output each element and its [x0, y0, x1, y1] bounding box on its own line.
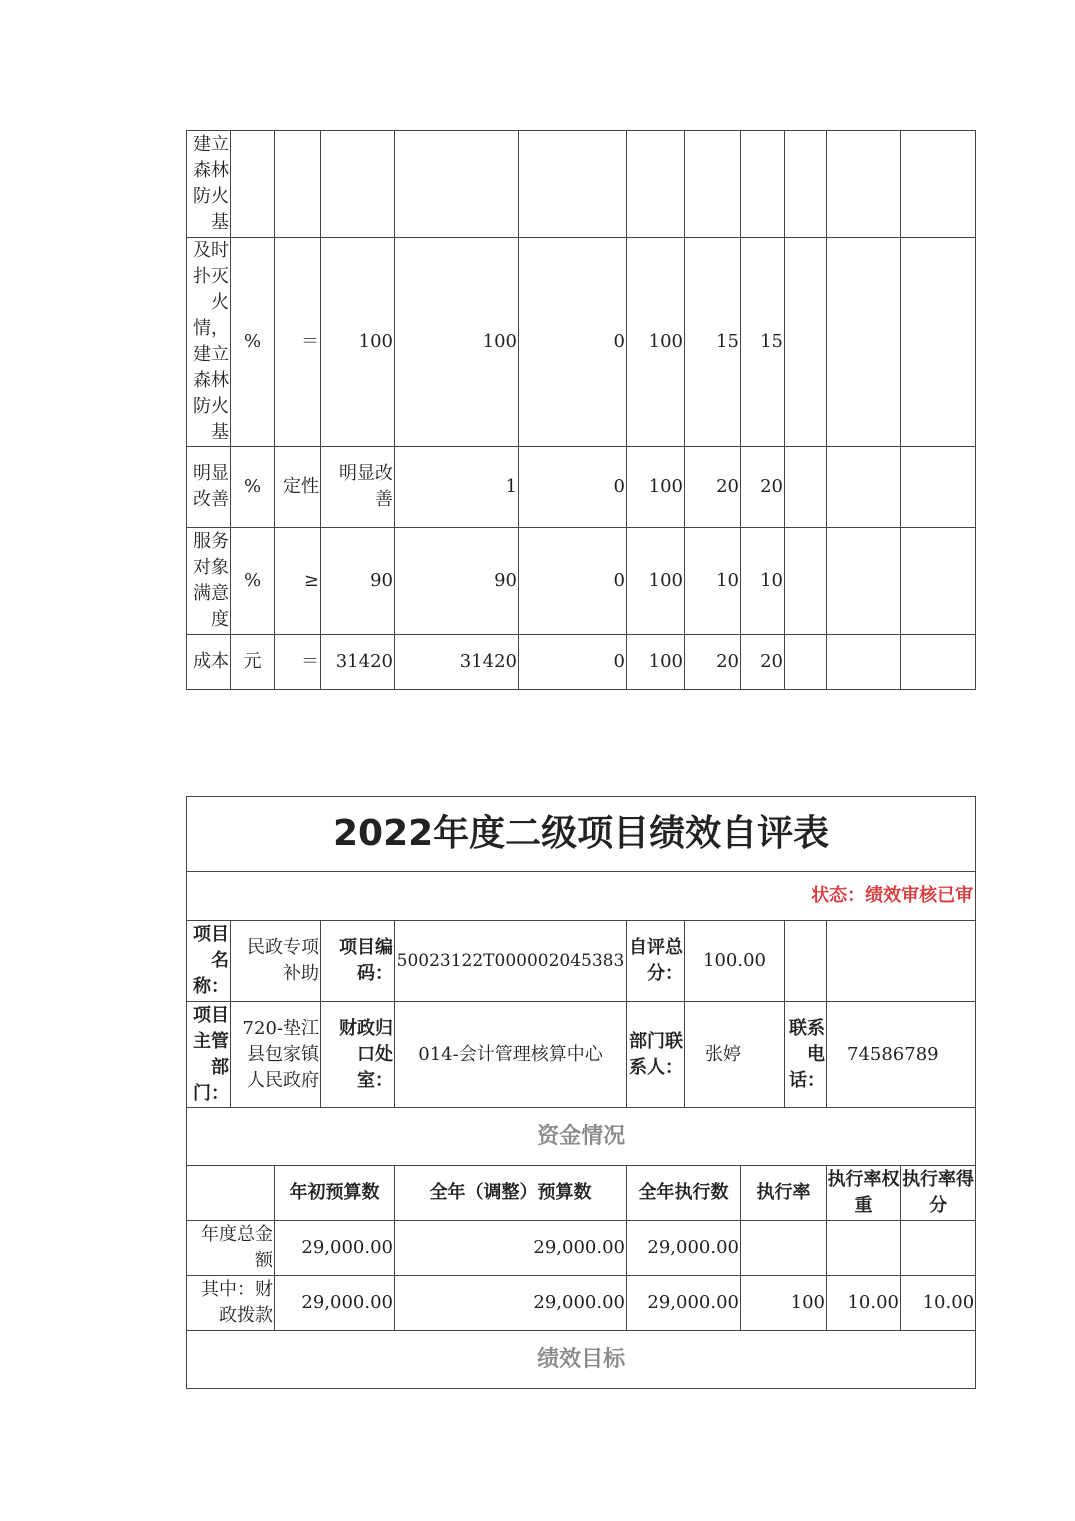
- indicator-score: 20: [741, 447, 785, 528]
- self-evaluation-form: [186, 796, 976, 1389]
- empty-cell: [785, 131, 827, 238]
- dept-label: 项目主管部门：: [187, 1002, 231, 1108]
- indicator-actual: 90: [395, 528, 519, 635]
- funds-adjusted: 29,000.00: [395, 1276, 627, 1331]
- funds-initial: 29,000.00: [275, 1221, 395, 1276]
- indicator-weight: 20: [685, 447, 741, 528]
- indicator-actual: 100: [395, 238, 519, 447]
- phone-label: 联系电话：: [785, 1002, 827, 1108]
- empty-cell: [827, 238, 901, 447]
- funds-row-label: 年度总金额: [187, 1221, 275, 1276]
- indicator-deviation: 0: [519, 238, 627, 447]
- indicator-symbol: [275, 131, 321, 238]
- indicator-unit: %: [231, 447, 275, 528]
- funds-score: 10.00: [901, 1276, 976, 1331]
- empty-cell: [827, 921, 976, 1002]
- funds-header-initial: 年初预算数: [275, 1166, 395, 1221]
- indicator-symbol: 定性: [275, 447, 321, 528]
- form-title: 2022年度二级项目绩效自评表: [187, 797, 976, 872]
- indicator-weight: [685, 131, 741, 238]
- self-score-label: 自评总分：: [627, 921, 685, 1002]
- contact-label: 部门联系人：: [627, 1002, 685, 1108]
- indicator-unit: %: [231, 238, 275, 447]
- empty-cell: [827, 131, 901, 238]
- indicator-unit: %: [231, 528, 275, 635]
- indicator-target: 明显改善: [321, 447, 395, 528]
- empty-cell: [785, 528, 827, 635]
- indicator-rate: 100: [627, 635, 685, 690]
- indicator-name: 服务对象满意度: [187, 528, 231, 635]
- phone-value: 74586789: [827, 1002, 976, 1108]
- finance-office-label: 财政归口处室：: [321, 1002, 395, 1108]
- funds-initial: 29,000.00: [275, 1276, 395, 1331]
- indicator-name: 明显改善: [187, 447, 231, 528]
- indicator-target: 90: [321, 528, 395, 635]
- indicator-weight: 20: [685, 635, 741, 690]
- funds-score: [901, 1221, 976, 1276]
- goals-section-title: 绩效目标: [187, 1331, 976, 1389]
- project-name-label: 项目名称：: [187, 921, 231, 1002]
- table-row: [187, 635, 976, 690]
- empty-cell: [785, 238, 827, 447]
- indicator-deviation: 0: [519, 447, 627, 528]
- funds-row-label: 其中：财政拨款: [187, 1276, 275, 1331]
- indicator-deviation: [519, 131, 627, 238]
- indicator-actual: [395, 131, 519, 238]
- project-code-value: 50023122T000002045383: [395, 921, 627, 1002]
- indicator-weight: 15: [685, 238, 741, 447]
- empty-cell: [785, 635, 827, 690]
- funds-rate: 100: [741, 1276, 827, 1331]
- funds-header-score: 执行率得分: [901, 1166, 976, 1221]
- funds-executed: 29,000.00: [627, 1221, 741, 1276]
- funds-header-executed: 全年执行数: [627, 1166, 741, 1221]
- indicator-rate: 100: [627, 238, 685, 447]
- indicator-actual: 1: [395, 447, 519, 528]
- indicator-rate: 100: [627, 447, 685, 528]
- dept-value: 720-垫江县包家镇人民政府: [231, 1002, 321, 1108]
- funds-executed: 29,000.00: [627, 1276, 741, 1331]
- contact-value: 张婷: [685, 1002, 785, 1108]
- indicator-name: 成本: [187, 635, 231, 690]
- table-row: [187, 528, 976, 635]
- funds-header-adjusted: 全年（调整）预算数: [395, 1166, 627, 1221]
- indicator-target: 31420: [321, 635, 395, 690]
- indicator-score: 20: [741, 635, 785, 690]
- project-code-label: 项目编码：: [321, 921, 395, 1002]
- funds-rate: [741, 1221, 827, 1276]
- indicator-actual: 31420: [395, 635, 519, 690]
- empty-cell: [785, 921, 827, 1002]
- indicator-score: 10: [741, 528, 785, 635]
- indicator-deviation: 0: [519, 635, 627, 690]
- funds-weight: 10.00: [827, 1276, 901, 1331]
- funds-adjusted: 29,000.00: [395, 1221, 627, 1276]
- funds-header-rate: 执行率: [741, 1166, 827, 1221]
- empty-cell: [827, 447, 901, 528]
- funds-weight: [827, 1221, 901, 1276]
- empty-cell: [901, 635, 976, 690]
- empty-cell: [785, 447, 827, 528]
- indicator-name: 建立森林防火基: [187, 131, 231, 238]
- empty-cell: [901, 528, 976, 635]
- indicator-symbol: ＝: [275, 238, 321, 447]
- indicator-target: 100: [321, 238, 395, 447]
- indicator-rate: [627, 131, 685, 238]
- indicator-score: 15: [741, 238, 785, 447]
- indicator-unit: 元: [231, 635, 275, 690]
- finance-office-value: 014-会计管理核算中心: [395, 1002, 627, 1108]
- indicator-symbol: ＝: [275, 635, 321, 690]
- self-score-value: 100.00: [685, 921, 785, 1002]
- indicator-rate: 100: [627, 528, 685, 635]
- status-text: 状态：绩效审核已审: [187, 872, 976, 921]
- indicator-score: [741, 131, 785, 238]
- empty-cell: [187, 1166, 275, 1221]
- empty-cell: [827, 528, 901, 635]
- indicator-name: 及时扑灭火情，建立森林防火基: [187, 238, 231, 447]
- funds-header-weight: 执行率权重: [827, 1166, 901, 1221]
- table-row: [187, 131, 976, 238]
- table-row: [187, 238, 976, 447]
- funds-section-title: 资金情况: [187, 1108, 976, 1166]
- table-row: [187, 447, 976, 528]
- empty-cell: [901, 447, 976, 528]
- indicator-weight: 10: [685, 528, 741, 635]
- project-name-value: 民政专项补助: [231, 921, 321, 1002]
- indicator-table: [186, 130, 976, 690]
- empty-cell: [827, 635, 901, 690]
- indicator-target: [321, 131, 395, 238]
- indicator-unit: [231, 131, 275, 238]
- indicator-symbol: ≥: [275, 528, 321, 635]
- empty-cell: [901, 131, 976, 238]
- empty-cell: [901, 238, 976, 447]
- indicator-deviation: 0: [519, 528, 627, 635]
